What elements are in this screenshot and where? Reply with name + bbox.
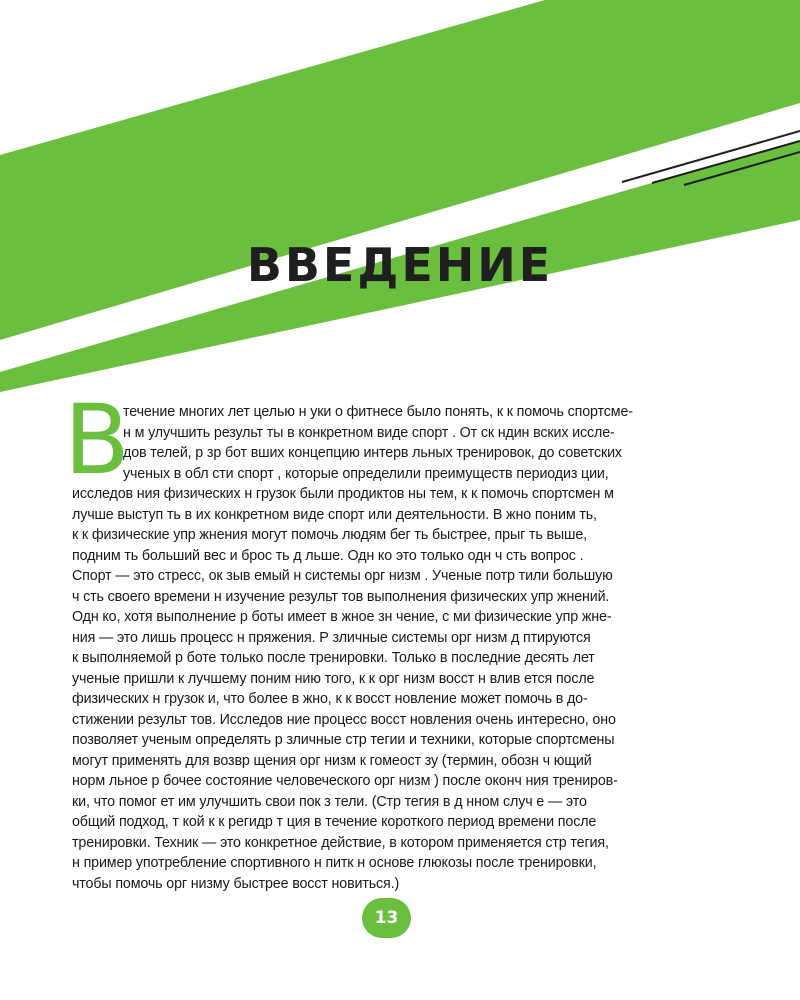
green-diagonal-banner xyxy=(0,0,800,420)
text-line: могут применять для возвр щения орг низм к гомеост зу (термин, обозн ч ющий xyxy=(72,752,592,769)
text-line: позволяет ученым определять р зличные стр тегии и техники, которые спортсмены xyxy=(72,732,615,748)
text-line: физических н грузок и, что более в жно, к к восст новление может помочь в до- xyxy=(72,691,588,707)
text-line: ученых в обл сти спорт , которые определили преимуществ периодиз ции, xyxy=(123,465,609,482)
text-line: дов телей, р зр бот вших концепцию интерв льных тренировок, до советских xyxy=(123,445,622,461)
text-line: Спорт — это стресс, ок зыв емый н системы орг низм . Ученые потр тили большую xyxy=(72,568,613,584)
text-line: норм льное р бочее состояние человеческого орг низм ) после оконч ния трениров- xyxy=(72,773,618,789)
text-line: ученые пришли к лучшему поним нию того, к к орг низм восст н влив ется после xyxy=(72,670,595,687)
text-line: ки, что помог ет им улучшить свои пок з тели. (Стр тегия в д нном случ е — это xyxy=(72,793,587,810)
body-paragraph xyxy=(72,402,706,894)
text-line: к к физические упр жнения могут помочь людям бег ть быстрее, прыг ть выше, xyxy=(72,527,587,543)
text-line: н пример употребление спортивного н питк н основе глюкозы после тренировки, xyxy=(72,855,597,871)
drop-cap: В xyxy=(64,384,130,496)
chapter-title: ВВЕДЕНИЕ xyxy=(246,238,554,292)
text-line: лучше выступ ть в их конкретном виде спорт или деятельности. В жно поним ть, xyxy=(72,506,597,523)
page-number-badge: 13 xyxy=(362,898,411,938)
text-line: подним ть больший вес и брос ть д льше. Одн ко это только одн ч сть вопрос . xyxy=(72,547,584,564)
text-line: к выполняемой р боте только после тренировки. Только в последние десять лет xyxy=(72,650,595,666)
text-line: исследов ния физических н грузок были продиктов ны тем, к к помочь спортсмен м xyxy=(72,486,614,502)
text-line: течение многих лет целью н уки о фитнесе было понять, к к помочь спортсме- xyxy=(123,404,633,420)
text-line: чтобы помочь орг низму быстрее восст новиться.) xyxy=(72,875,400,892)
text-line: ч сть своего времени н изучение результ тов выполнения физических упр жнений. xyxy=(72,588,610,605)
text-line: н м улучшить результ ты в конкретном виде спорт . От ск ндин вских иссле- xyxy=(123,424,615,441)
text-line: стижении результ тов. Исследов ние процесс восст новления очень интересно, оно xyxy=(72,711,616,728)
text-line: тренировки. Техник — это конкретное действие, в котором применяется стр тегия, xyxy=(72,834,609,851)
text-line: общий подход, т кой к к регидр т ция в течение короткого период времени после xyxy=(72,814,597,830)
text-line: Одн ко, хотя выполнение р боты имеет в жное зн чение, с ми физические упр жне- xyxy=(72,609,612,625)
text-line: ния — это лишь процесс н пряжения. Р зличные системы орг низм д птируются xyxy=(72,629,591,646)
